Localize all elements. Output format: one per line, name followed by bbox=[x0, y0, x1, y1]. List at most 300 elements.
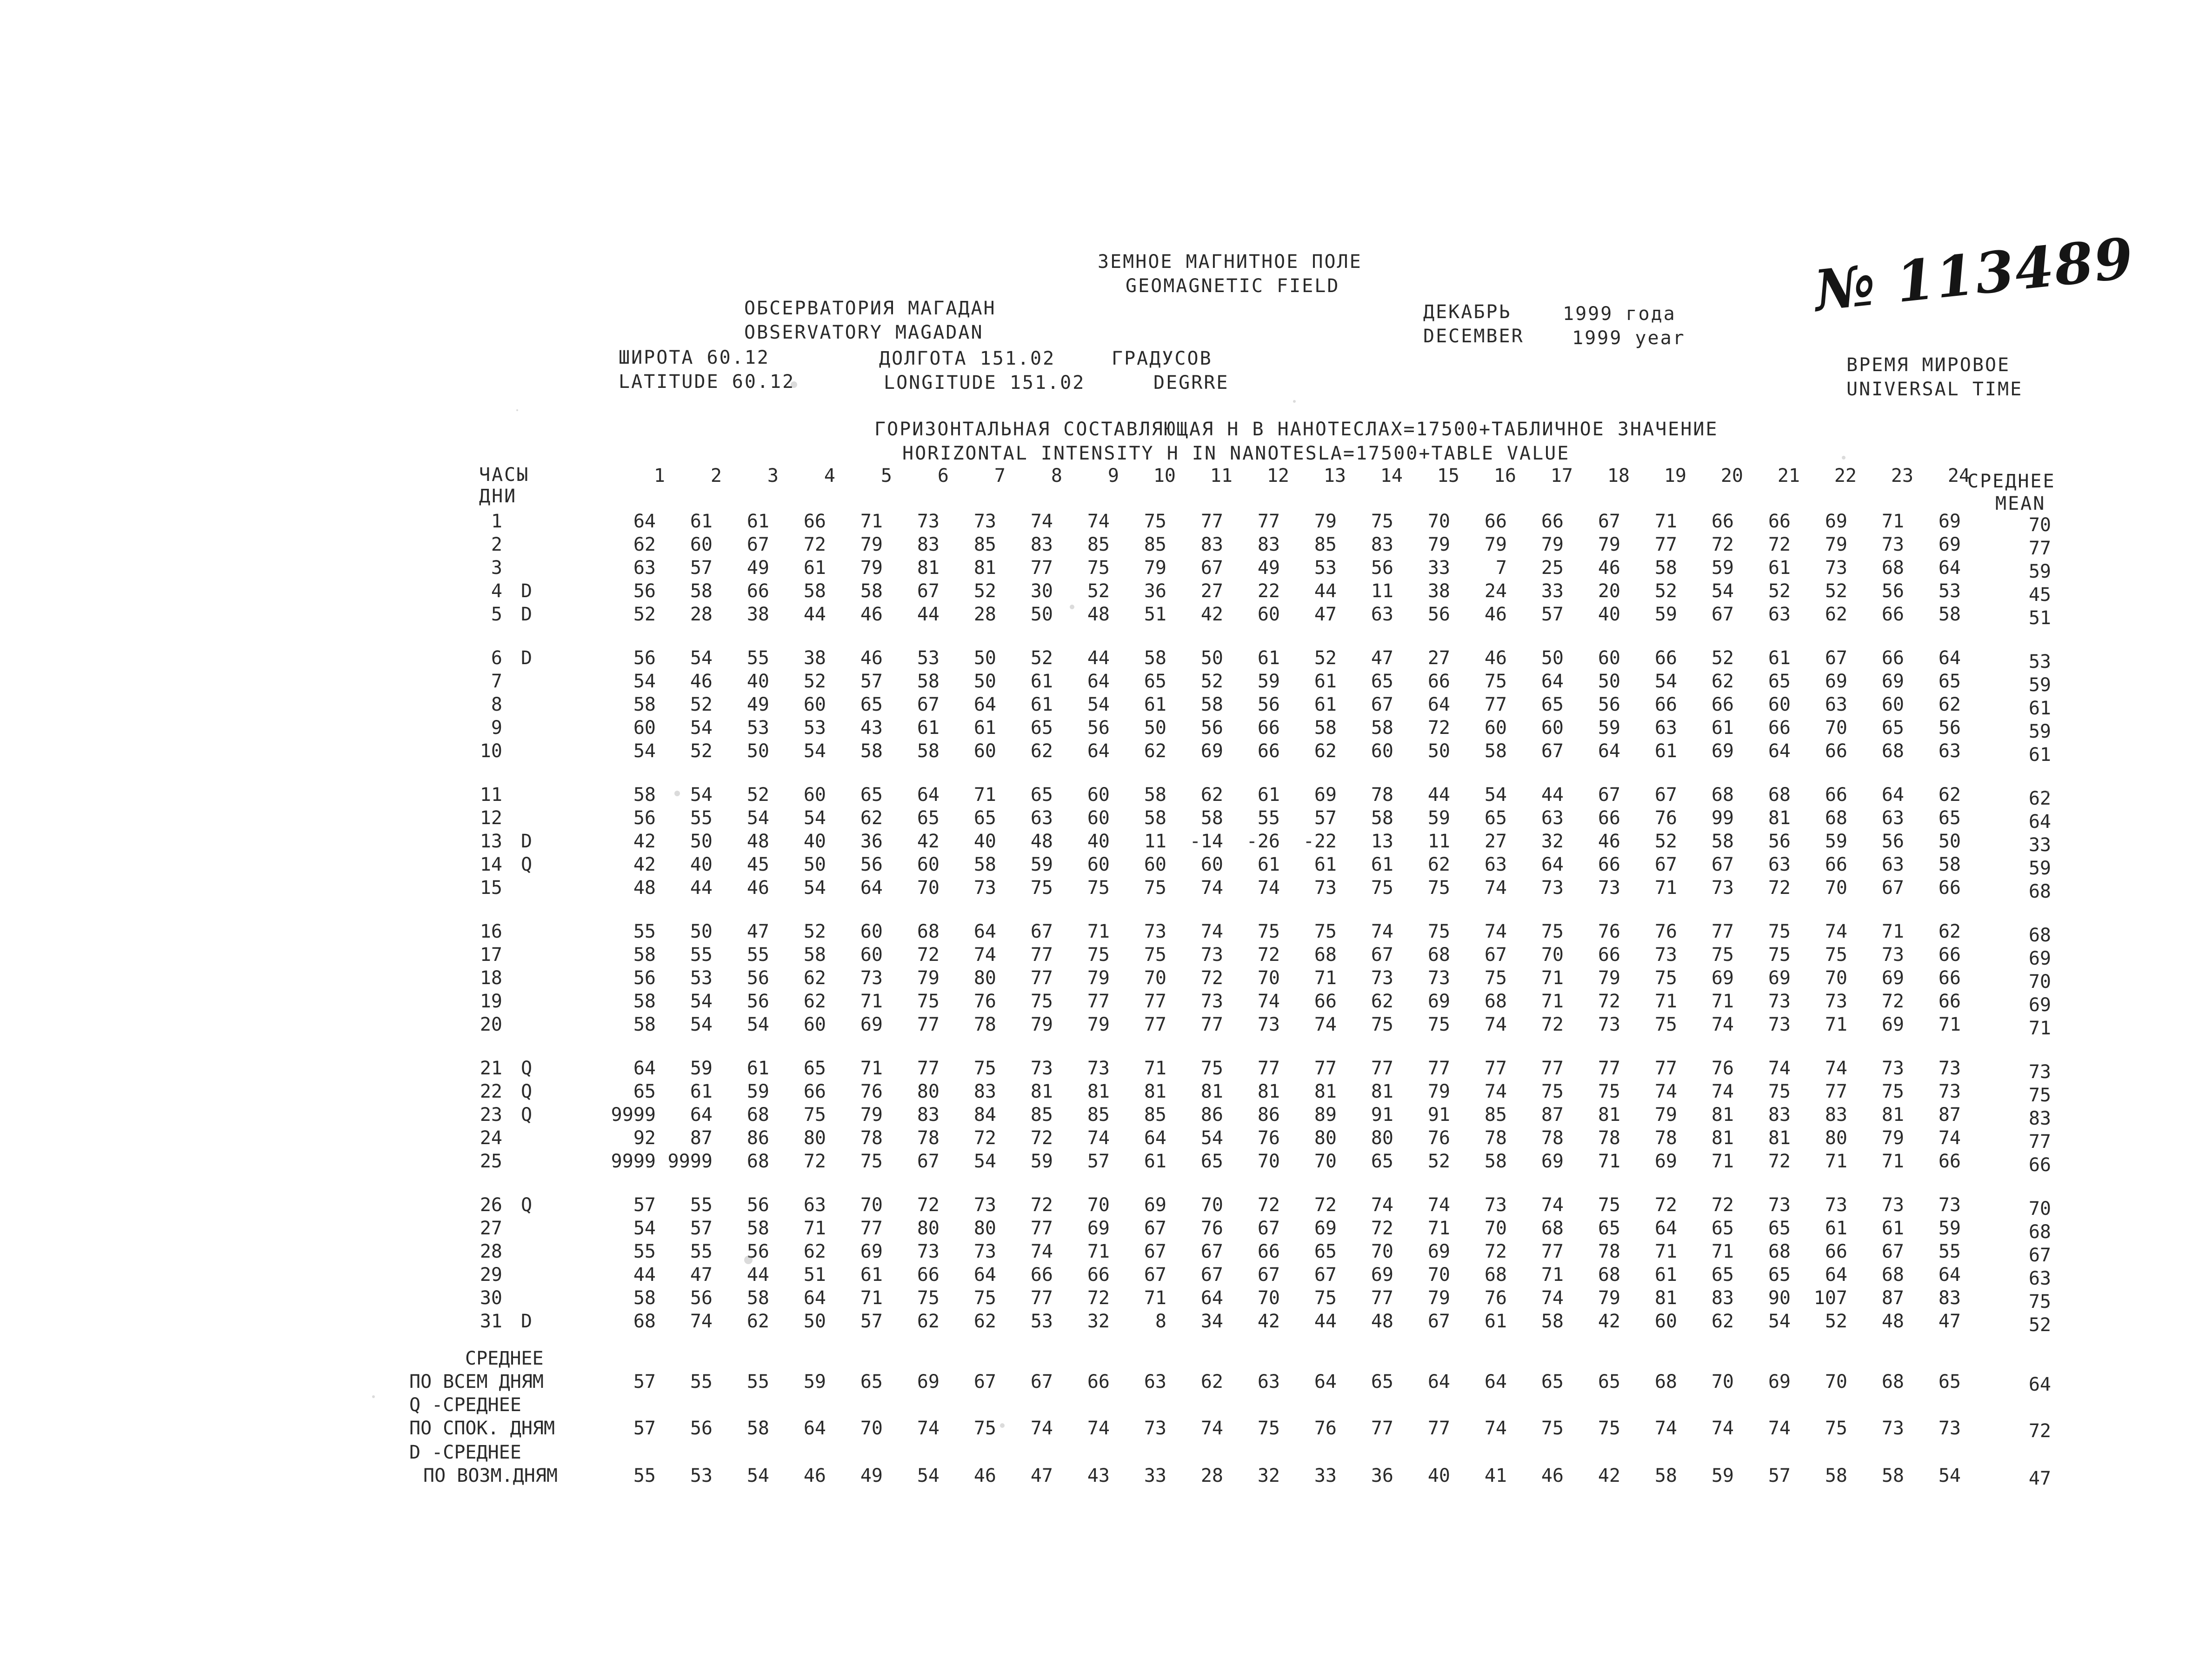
table-cell: 61 bbox=[1257, 784, 1280, 806]
table-cell: 71 bbox=[1144, 1058, 1166, 1079]
table-cell: 64 bbox=[1938, 647, 1961, 669]
table-cell: 66 bbox=[1711, 694, 1734, 715]
table-cell: 73 bbox=[1938, 1058, 1961, 1079]
table-cell: 59 bbox=[690, 1058, 713, 1079]
title-ru: ЗЕМНОЕ МАГНИТНОЕ ПОЛЕ bbox=[1098, 251, 1362, 273]
table-cell: 65 bbox=[1598, 1218, 1620, 1239]
table-cell: 58 bbox=[917, 740, 939, 762]
table-cell: 56 bbox=[633, 580, 656, 602]
summary-mean: 72 bbox=[2028, 1420, 2051, 1442]
table-cell: 76 bbox=[1711, 1058, 1734, 1079]
table-cell: 66 bbox=[1938, 877, 1961, 899]
summary-cell: 54 bbox=[1938, 1465, 1961, 1486]
table-cell: 66 bbox=[746, 580, 769, 602]
table-cell: 64 bbox=[1087, 740, 1110, 762]
table-cell: 71 bbox=[1087, 1241, 1110, 1262]
day-number: 8 bbox=[491, 694, 502, 715]
table-cell: 61 bbox=[1144, 694, 1166, 715]
table-cell: 83 bbox=[1030, 534, 1053, 555]
summary-cell: 42 bbox=[1598, 1465, 1620, 1486]
day-flag: Q bbox=[521, 854, 533, 875]
table-cell: 75 bbox=[1427, 877, 1450, 899]
table-cell: 67 bbox=[1200, 557, 1223, 579]
table-cell: 76 bbox=[1257, 1127, 1280, 1149]
table-cell: 60 bbox=[917, 854, 939, 875]
table-cell: 79 bbox=[1598, 1287, 1620, 1309]
table-cell: 62 bbox=[1371, 991, 1393, 1012]
table-cell: 71 bbox=[1427, 1218, 1450, 1239]
summary-cell: 70 bbox=[1711, 1371, 1734, 1392]
table-cell: 72 bbox=[1200, 967, 1223, 989]
day-flag: D bbox=[521, 604, 533, 625]
summary-cell: 58 bbox=[1654, 1465, 1677, 1486]
table-cell: 71 bbox=[1938, 1014, 1961, 1035]
table-cell: 85 bbox=[1144, 534, 1166, 555]
table-cell: 64 bbox=[803, 1287, 826, 1309]
table-cell: 56 bbox=[633, 967, 656, 989]
table-cell: 53 bbox=[1938, 580, 1961, 602]
table-cell: 38 bbox=[803, 647, 826, 669]
table-cell: 75 bbox=[1087, 557, 1110, 579]
table-cell: 77 bbox=[917, 1014, 939, 1035]
table-cell: 71 bbox=[1881, 921, 1904, 942]
table-cell: 73 bbox=[973, 511, 996, 532]
table-cell: 11 bbox=[1427, 831, 1450, 852]
table-cell: 38 bbox=[1427, 580, 1450, 602]
table-cell: 66 bbox=[1654, 694, 1677, 715]
table-cell: 63 bbox=[803, 1194, 826, 1216]
day-mean: 62 bbox=[2028, 788, 2051, 809]
table-cell: 65 bbox=[1030, 717, 1053, 739]
hours-label: ЧАСЫ bbox=[479, 464, 530, 486]
table-cell: 91 bbox=[1427, 1104, 1450, 1126]
table-cell: 53 bbox=[1030, 1311, 1053, 1332]
summary-cell: 77 bbox=[1427, 1418, 1450, 1439]
table-cell: 57 bbox=[860, 671, 883, 692]
table-cell: 67 bbox=[1881, 1241, 1904, 1262]
day-mean: 61 bbox=[2028, 698, 2051, 719]
table-cell: 69 bbox=[1825, 671, 1847, 692]
table-cell: 90 bbox=[1768, 1287, 1791, 1309]
table-cell: 65 bbox=[1371, 671, 1393, 692]
hour-header: 23 bbox=[1891, 465, 1913, 486]
table-cell: 70 bbox=[1087, 1194, 1110, 1216]
table-cell: 34 bbox=[1200, 1311, 1223, 1332]
table-cell: 60 bbox=[1371, 740, 1393, 762]
day-number: 27 bbox=[480, 1218, 502, 1239]
table-cell: 40 bbox=[973, 831, 996, 852]
table-cell: 44 bbox=[1314, 580, 1337, 602]
table-cell: 24 bbox=[1484, 580, 1507, 602]
table-cell: 73 bbox=[1598, 877, 1620, 899]
day-number: 24 bbox=[480, 1127, 502, 1149]
table-cell: 74 bbox=[1711, 1081, 1734, 1102]
table-cell: 81 bbox=[1087, 1081, 1110, 1102]
summary-cell: 65 bbox=[1938, 1371, 1961, 1392]
table-cell: 59 bbox=[1711, 557, 1734, 579]
table-cell: 78 bbox=[1484, 1127, 1507, 1149]
table-cell: 74 bbox=[1371, 1194, 1393, 1216]
table-cell: 61 bbox=[860, 1264, 883, 1286]
table-cell: 85 bbox=[1030, 1104, 1053, 1126]
table-cell: 55 bbox=[690, 944, 713, 966]
table-cell: 63 bbox=[1768, 604, 1791, 625]
table-cell: 66 bbox=[917, 1264, 939, 1286]
table-cell: 62 bbox=[1938, 784, 1961, 806]
table-cell: 65 bbox=[1144, 671, 1166, 692]
table-cell: 42 bbox=[1598, 1311, 1620, 1332]
table-cell: 62 bbox=[803, 991, 826, 1012]
table-cell: 85 bbox=[1087, 1104, 1110, 1126]
hour-header: 19 bbox=[1664, 465, 1686, 486]
table-cell: 60 bbox=[1144, 854, 1166, 875]
day-number: 2 bbox=[491, 534, 502, 555]
table-cell: 73 bbox=[1200, 991, 1223, 1012]
table-cell: 56 bbox=[1598, 694, 1620, 715]
table-cell: 48 bbox=[1371, 1311, 1393, 1332]
table-cell: 69 bbox=[1711, 967, 1734, 989]
summary-cell: 58 bbox=[746, 1418, 769, 1439]
table-cell: 78 bbox=[973, 1014, 996, 1035]
hour-header: 13 bbox=[1323, 465, 1346, 486]
table-cell: 79 bbox=[1825, 534, 1847, 555]
table-cell: 61 bbox=[1030, 694, 1053, 715]
summary-cell: 49 bbox=[860, 1465, 883, 1486]
table-cell: 78 bbox=[1371, 784, 1393, 806]
table-cell: 65 bbox=[1711, 1264, 1734, 1286]
table-cell: 76 bbox=[1484, 1287, 1507, 1309]
table-cell: 50 bbox=[803, 1311, 826, 1332]
table-cell: 61 bbox=[1030, 671, 1053, 692]
table-cell: 77 bbox=[1030, 1287, 1053, 1309]
table-cell: 66 bbox=[1938, 991, 1961, 1012]
day-flag: Q bbox=[521, 1058, 533, 1079]
table-cell: 71 bbox=[1881, 511, 1904, 532]
table-cell: 58 bbox=[1484, 740, 1507, 762]
table-cell: 36 bbox=[860, 831, 883, 852]
table-cell: 76 bbox=[973, 991, 996, 1012]
summary-cell: 46 bbox=[973, 1465, 996, 1486]
table-cell: 71 bbox=[1711, 1151, 1734, 1172]
table-cell: 58 bbox=[917, 671, 939, 692]
table-cell: 78 bbox=[860, 1127, 883, 1149]
hour-header: 3 bbox=[767, 465, 779, 486]
table-cell: 56 bbox=[860, 854, 883, 875]
table-cell: 75 bbox=[1314, 921, 1337, 942]
table-cell: 58 bbox=[1938, 604, 1961, 625]
table-cell: 68 bbox=[1314, 944, 1337, 966]
day-number: 15 bbox=[480, 877, 502, 899]
table-cell: 72 bbox=[1484, 1241, 1507, 1262]
table-cell: 66 bbox=[1427, 671, 1450, 692]
day-number: 23 bbox=[480, 1104, 502, 1126]
table-cell: 71 bbox=[1314, 967, 1337, 989]
summary-cell: 46 bbox=[803, 1465, 826, 1486]
table-cell: 78 bbox=[1541, 1127, 1564, 1149]
table-cell: 79 bbox=[1087, 1014, 1110, 1035]
table-cell: 58 bbox=[860, 740, 883, 762]
table-cell: 61 bbox=[746, 1058, 769, 1079]
table-cell: 58 bbox=[1484, 1151, 1507, 1172]
summary-cell: 75 bbox=[973, 1418, 996, 1439]
table-cell: 72 bbox=[1030, 1127, 1053, 1149]
table-cell: 62 bbox=[633, 534, 656, 555]
table-cell: 73 bbox=[973, 1241, 996, 1262]
table-cell: 70 bbox=[1427, 1264, 1450, 1286]
table-cell: 62 bbox=[973, 1311, 996, 1332]
day-mean: 70 bbox=[2028, 971, 2051, 993]
table-cell: 47 bbox=[1314, 604, 1337, 625]
day-mean: 70 bbox=[2028, 514, 2051, 536]
table-cell: 86 bbox=[1257, 1104, 1280, 1126]
table-cell: 71 bbox=[1825, 1151, 1847, 1172]
table-cell: 77 bbox=[1654, 534, 1677, 555]
summary-cell: 46 bbox=[1541, 1465, 1564, 1486]
table-cell: 66 bbox=[1654, 647, 1677, 669]
table-cell: 58 bbox=[1371, 717, 1393, 739]
table-cell: 73 bbox=[1257, 1014, 1280, 1035]
table-cell: 67 bbox=[746, 534, 769, 555]
table-cell: 64 bbox=[973, 921, 996, 942]
table-cell: 32 bbox=[1541, 831, 1564, 852]
table-cell: 65 bbox=[1030, 784, 1053, 806]
summary-cell: 73 bbox=[1144, 1418, 1166, 1439]
day-number: 28 bbox=[480, 1241, 502, 1262]
table-cell: 71 bbox=[1654, 511, 1677, 532]
day-mean: 68 bbox=[2028, 881, 2051, 902]
table-cell: 50 bbox=[803, 854, 826, 875]
summary-label-top: Q -СРЕДНЕЕ bbox=[409, 1394, 521, 1416]
day-mean: 59 bbox=[2028, 858, 2051, 879]
table-cell: 73 bbox=[973, 1194, 996, 1216]
table-cell: 69 bbox=[860, 1014, 883, 1035]
table-cell: 72 bbox=[1541, 1014, 1564, 1035]
observatory-en: OBSERVATORY MAGADAN bbox=[744, 322, 984, 343]
table-cell: 70 bbox=[1541, 944, 1564, 966]
table-cell: 57 bbox=[633, 1194, 656, 1216]
table-cell: 72 bbox=[803, 1151, 826, 1172]
day-mean: 69 bbox=[2028, 994, 2051, 1016]
table-cell: 71 bbox=[1598, 1151, 1620, 1172]
table-cell: 67 bbox=[1881, 877, 1904, 899]
table-cell: 74 bbox=[1825, 1058, 1847, 1079]
table-cell: 86 bbox=[746, 1127, 769, 1149]
table-cell: 53 bbox=[1314, 557, 1337, 579]
table-cell: 66 bbox=[1257, 1241, 1280, 1262]
table-cell: 83 bbox=[1200, 534, 1223, 555]
table-cell: 83 bbox=[1938, 1287, 1961, 1309]
table-cell: 40 bbox=[803, 831, 826, 852]
table-cell: 55 bbox=[746, 944, 769, 966]
table-cell: 33 bbox=[1541, 580, 1564, 602]
table-cell: 87 bbox=[690, 1127, 713, 1149]
table-cell: 58 bbox=[1200, 694, 1223, 715]
table-cell: 73 bbox=[1825, 557, 1847, 579]
table-cell: 55 bbox=[1938, 1241, 1961, 1262]
table-cell: 74 bbox=[1825, 921, 1847, 942]
table-cell: 65 bbox=[1200, 1151, 1223, 1172]
summary-cell: 75 bbox=[1541, 1418, 1564, 1439]
table-cell: 46 bbox=[1484, 647, 1507, 669]
table-cell: 72 bbox=[1314, 1194, 1337, 1216]
table-cell: 71 bbox=[1144, 1287, 1166, 1309]
table-cell: 66 bbox=[1881, 604, 1904, 625]
table-cell: 70 bbox=[1427, 511, 1450, 532]
summary-cell: 74 bbox=[1654, 1418, 1677, 1439]
table-cell: 56 bbox=[1087, 717, 1110, 739]
table-cell: 8 bbox=[1155, 1311, 1166, 1332]
table-cell: 78 bbox=[917, 1127, 939, 1149]
table-cell: 75 bbox=[1768, 921, 1791, 942]
summary-cell: 75 bbox=[1825, 1418, 1847, 1439]
scan-speck bbox=[744, 1256, 753, 1264]
table-cell: 58 bbox=[1938, 854, 1961, 875]
table-cell: 67 bbox=[1825, 647, 1847, 669]
table-cell: 40 bbox=[1087, 831, 1110, 852]
summary-cell: 74 bbox=[1087, 1418, 1110, 1439]
table-cell: 62 bbox=[1711, 1311, 1734, 1332]
table-cell: 43 bbox=[860, 717, 883, 739]
table-cell: 67 bbox=[1541, 740, 1564, 762]
summary-cell: 55 bbox=[746, 1371, 769, 1392]
table-cell: 56 bbox=[633, 807, 656, 829]
table-cell: 81 bbox=[1144, 1081, 1166, 1102]
table-cell: 67 bbox=[1200, 1241, 1223, 1262]
table-cell: 66 bbox=[1257, 717, 1280, 739]
table-cell: 66 bbox=[1257, 740, 1280, 762]
table-cell: 73 bbox=[1371, 967, 1393, 989]
table-cell: 60 bbox=[1541, 717, 1564, 739]
table-cell: 50 bbox=[1427, 740, 1450, 762]
table-cell: 72 bbox=[1030, 1194, 1053, 1216]
table-cell: 11 bbox=[1144, 831, 1166, 852]
day-mean: 64 bbox=[2028, 811, 2051, 833]
table-cell: 52 bbox=[973, 580, 996, 602]
mean-label-en: MEAN bbox=[1995, 493, 2046, 514]
table-cell: 59 bbox=[1257, 671, 1280, 692]
table-cell: 61 bbox=[746, 511, 769, 532]
table-cell: 66 bbox=[1314, 991, 1337, 1012]
table-cell: 60 bbox=[633, 717, 656, 739]
table-cell: 80 bbox=[917, 1081, 939, 1102]
hour-header: 20 bbox=[1720, 465, 1743, 486]
summary-cell: 64 bbox=[1484, 1371, 1507, 1392]
table-cell: 66 bbox=[1598, 854, 1620, 875]
table-cell: 48 bbox=[746, 831, 769, 852]
scan-speck bbox=[372, 1395, 375, 1398]
day-mean: 63 bbox=[2028, 1268, 2051, 1289]
table-cell: 50 bbox=[973, 671, 996, 692]
summary-cell: 69 bbox=[917, 1371, 939, 1392]
day-mean: 71 bbox=[2028, 1018, 2051, 1039]
table-cell: 68 bbox=[1541, 1218, 1564, 1239]
table-cell: 63 bbox=[1541, 807, 1564, 829]
table-cell: 44 bbox=[1541, 784, 1564, 806]
day-mean: 59 bbox=[2028, 721, 2051, 742]
table-cell: 46 bbox=[1598, 831, 1620, 852]
table-cell: 60 bbox=[690, 534, 713, 555]
table-cell: 64 bbox=[1144, 1127, 1166, 1149]
day-number: 18 bbox=[480, 967, 502, 989]
day-number: 19 bbox=[480, 991, 502, 1012]
table-cell: 68 bbox=[1711, 784, 1734, 806]
table-cell: 67 bbox=[917, 1151, 939, 1172]
table-cell: 83 bbox=[917, 534, 939, 555]
table-cell: 76 bbox=[1200, 1218, 1223, 1239]
table-cell: 63 bbox=[1030, 807, 1053, 829]
table-cell: 69 bbox=[1087, 1218, 1110, 1239]
table-cell: 53 bbox=[803, 717, 826, 739]
table-cell: 74 bbox=[1314, 1014, 1337, 1035]
table-cell: 68 bbox=[1598, 1264, 1620, 1286]
day-number: 1 bbox=[491, 511, 502, 532]
table-cell: 58 bbox=[1200, 807, 1223, 829]
summary-cell: 65 bbox=[1598, 1371, 1620, 1392]
table-cell: 67 bbox=[1144, 1218, 1166, 1239]
table-cell: 65 bbox=[1314, 1241, 1337, 1262]
table-cell: 47 bbox=[1938, 1311, 1961, 1332]
universal-time-ru: ВРЕМЯ МИРОВОЕ bbox=[1846, 354, 2011, 376]
table-cell: 77 bbox=[1371, 1058, 1393, 1079]
table-cell: 66 bbox=[803, 1081, 826, 1102]
table-cell: 70 bbox=[860, 1194, 883, 1216]
table-cell: 65 bbox=[973, 807, 996, 829]
summary-label-top: D -СРЕДНЕЕ bbox=[409, 1442, 521, 1463]
day-flag: Q bbox=[521, 1104, 533, 1126]
summary-cell: 75 bbox=[1257, 1418, 1280, 1439]
table-cell: 83 bbox=[1768, 1104, 1791, 1126]
day-number: 5 bbox=[491, 604, 502, 625]
table-cell: 36 bbox=[1144, 580, 1166, 602]
table-cell: 50 bbox=[1030, 604, 1053, 625]
table-cell: 57 bbox=[1314, 807, 1337, 829]
table-cell: 75 bbox=[1144, 877, 1166, 899]
table-cell: 77 bbox=[1314, 1058, 1337, 1079]
hour-header: 12 bbox=[1266, 465, 1289, 486]
year-en: 1999 year bbox=[1572, 327, 1686, 349]
day-flag: D bbox=[521, 831, 533, 852]
day-mean: 67 bbox=[2028, 1245, 2051, 1266]
table-cell: 67 bbox=[1371, 944, 1393, 966]
table-cell: 73 bbox=[860, 967, 883, 989]
table-cell: 58 bbox=[633, 991, 656, 1012]
table-cell: 32 bbox=[1087, 1311, 1110, 1332]
table-cell: 77 bbox=[1030, 967, 1053, 989]
table-cell: 67 bbox=[1484, 944, 1507, 966]
table-cell: 44 bbox=[917, 604, 939, 625]
summary-cell: 63 bbox=[1257, 1371, 1280, 1392]
table-cell: 70 bbox=[1484, 1218, 1507, 1239]
table-cell: 85 bbox=[1144, 1104, 1166, 1126]
degrees-en: DEGRRE bbox=[1153, 372, 1229, 393]
table-cell: 33 bbox=[1427, 557, 1450, 579]
day-number: 11 bbox=[480, 784, 502, 806]
table-cell: 68 bbox=[746, 1104, 769, 1126]
table-cell: 78 bbox=[1598, 1127, 1620, 1149]
table-cell: 58 bbox=[1144, 647, 1166, 669]
table-cell: 56 bbox=[1938, 717, 1961, 739]
table-cell: 54 bbox=[633, 1218, 656, 1239]
table-cell: 28 bbox=[690, 604, 713, 625]
table-cell: 73 bbox=[1825, 1194, 1847, 1216]
summary-cell: 66 bbox=[1087, 1371, 1110, 1392]
table-cell: 71 bbox=[1881, 1151, 1904, 1172]
table-cell: 77 bbox=[860, 1218, 883, 1239]
table-cell: 74 bbox=[1484, 1014, 1507, 1035]
table-cell: 77 bbox=[1598, 1058, 1620, 1079]
table-cell: 64 bbox=[1768, 740, 1791, 762]
day-mean: 68 bbox=[2028, 1221, 2051, 1243]
